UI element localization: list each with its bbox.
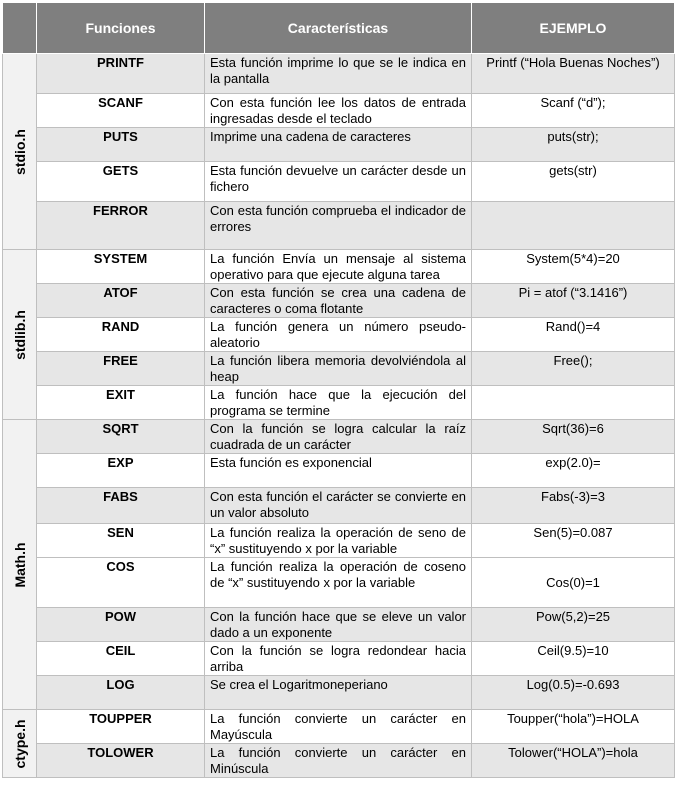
function-name: EXP (37, 454, 205, 488)
group-label-cell (3, 250, 37, 420)
table-row (3, 558, 675, 608)
function-description: La función realiza la operación de coseno de “x” sustituyendo x por la variable (205, 558, 472, 608)
header-group (3, 3, 37, 54)
table-row (3, 488, 675, 524)
function-name: FREE (37, 352, 205, 386)
function-name: EXIT (37, 386, 205, 420)
function-name: FERROR (37, 202, 205, 250)
function-name: SQRT (37, 420, 205, 454)
function-name: CEIL (37, 642, 205, 676)
header-row (3, 3, 675, 54)
function-name: PRINTF (37, 54, 205, 94)
table-row (3, 642, 675, 676)
table-row (3, 524, 675, 558)
function-description: La función genera un número pseudo-aleatorio (205, 318, 472, 352)
header-features: Características (205, 3, 472, 54)
function-description: Con esta función se crea una cadena de caracteres o coma flotante (205, 284, 472, 318)
table-row (3, 744, 675, 778)
function-example (472, 202, 675, 250)
header-functions: Funciones (37, 3, 205, 54)
function-description: Con esta función lee los datos de entrada ingresadas desde el teclado (205, 94, 472, 128)
group-label: stdio.h (11, 128, 28, 175)
function-name: RAND (37, 318, 205, 352)
function-description: Imprime una cadena de caracteres (205, 128, 472, 162)
table-row (3, 54, 675, 94)
header-example: EJEMPLO (472, 3, 675, 54)
table-row (3, 94, 675, 128)
function-name: GETS (37, 162, 205, 202)
group-label-cell (3, 54, 37, 250)
table-row (3, 202, 675, 250)
function-name: LOG (37, 676, 205, 710)
function-description: La función Envía un mensaje al sistema operativo para que ejecute alguna tarea (205, 250, 472, 284)
function-name: COS (37, 558, 205, 608)
function-name: SYSTEM (37, 250, 205, 284)
function-example: exp(2.0)= (472, 454, 675, 488)
table-body (3, 54, 675, 778)
group-label: Math.h (11, 541, 28, 588)
function-description: La función convierte un carácter en Minúscula (205, 744, 472, 778)
function-example: System(5*4)=20 (472, 250, 675, 284)
functions-table (2, 2, 675, 778)
function-description: La función realiza la operación de seno de “x” sustituyendo x por la variable (205, 524, 472, 558)
table-row (3, 710, 675, 744)
function-name: FABS (37, 488, 205, 524)
table-row (3, 420, 675, 454)
function-example: Tolower(“HOLA”)=hola (472, 744, 675, 778)
function-example: Free(); (472, 352, 675, 386)
function-example: Scanf (“d”); (472, 94, 675, 128)
function-description: Con la función se logra redondear hacia arriba (205, 642, 472, 676)
function-example: Printf (“Hola Buenas Noches”) (472, 54, 675, 94)
function-description: La función convierte un carácter en Mayúscula (205, 710, 472, 744)
function-description: Se crea el Logaritmoneperiano (205, 676, 472, 710)
function-description: Esta función devuelve un carácter desde un fichero (205, 162, 472, 202)
function-name: PUTS (37, 128, 205, 162)
function-example: Fabs(-3)=3 (472, 488, 675, 524)
table-row (3, 128, 675, 162)
function-example: Ceil(9.5)=10 (472, 642, 675, 676)
function-example: Log(0.5)=-0.693 (472, 676, 675, 710)
function-example: Sqrt(36)=6 (472, 420, 675, 454)
function-description: Con esta función comprueba el indicador de errores (205, 202, 472, 250)
function-description: La función hace que la ejecución del programa se termine (205, 386, 472, 420)
function-example: gets(str) (472, 162, 675, 202)
function-example: Toupper(“hola”)=HOLA (472, 710, 675, 744)
table-row (3, 250, 675, 284)
function-example: Rand()=4 (472, 318, 675, 352)
group-label-cell (3, 710, 37, 778)
function-description: Con la función hace que se eleve un valor dado a un exponente (205, 608, 472, 642)
function-example: puts(str); (472, 128, 675, 162)
table-row (3, 352, 675, 386)
table-row (3, 608, 675, 642)
table-row (3, 284, 675, 318)
function-description: Con esta función el carácter se convierte en un valor absoluto (205, 488, 472, 524)
group-label: ctype.h (11, 718, 28, 769)
function-name: SCANF (37, 94, 205, 128)
group-label: stdlib.h (11, 309, 28, 360)
function-example: Sen(5)=0.087 (472, 524, 675, 558)
function-description: La función libera memoria devolviéndola al heap (205, 352, 472, 386)
function-description: Esta función es exponencial (205, 454, 472, 488)
table-row (3, 162, 675, 202)
function-example: Cos(0)=1 (472, 558, 675, 608)
table-row (3, 386, 675, 420)
group-label-cell (3, 420, 37, 710)
table-row (3, 454, 675, 488)
function-description: Esta función imprime lo que se le indica en la pantalla (205, 54, 472, 94)
function-example: Pow(5,2)=25 (472, 608, 675, 642)
function-name: POW (37, 608, 205, 642)
table-row (3, 318, 675, 352)
function-name: SEN (37, 524, 205, 558)
function-name: TOUPPER (37, 710, 205, 744)
function-example (472, 386, 675, 420)
function-description: Con la función se logra calcular la raíz cuadrada de un carácter (205, 420, 472, 454)
table-row (3, 676, 675, 710)
function-name: TOLOWER (37, 744, 205, 778)
function-example: Pi = atof (“3.1416”) (472, 284, 675, 318)
function-name: ATOF (37, 284, 205, 318)
